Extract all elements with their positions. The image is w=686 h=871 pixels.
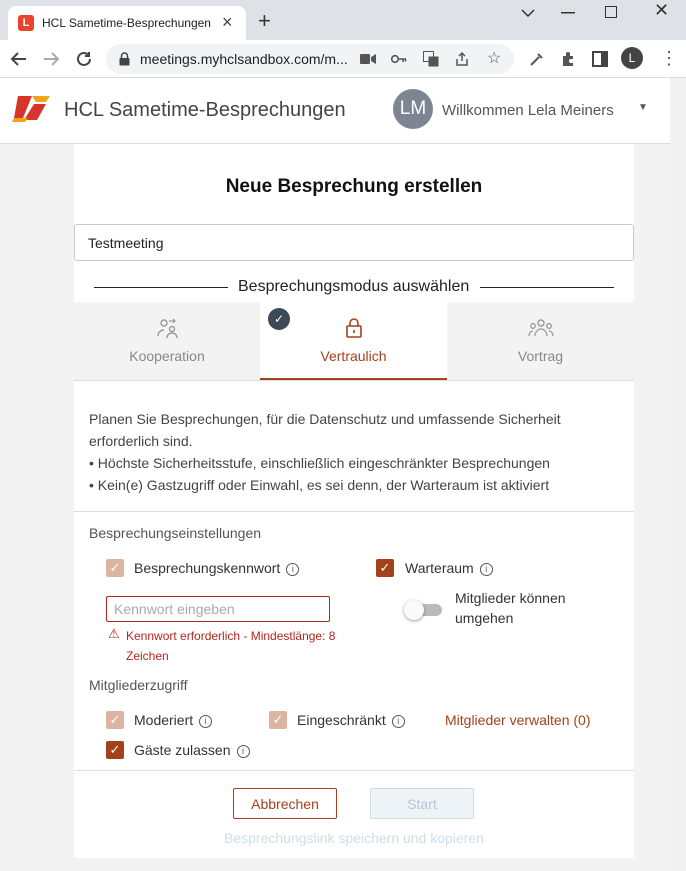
share-icon[interactable] <box>454 51 470 67</box>
translate-icon[interactable] <box>423 51 439 67</box>
tab-title: HCL Sametime-Besprechungen <box>42 16 211 30</box>
new-tab-icon[interactable]: + <box>258 8 271 33</box>
url-text: meetings.myhclsandbox.com/m... <box>140 51 348 67</box>
waiting-room-label-text: Warteraum <box>405 560 474 576</box>
mode-description <box>89 408 619 496</box>
moderated-label <box>134 712 212 728</box>
moderated-checkbox[interactable]: ✓ <box>106 711 124 729</box>
browser-tab[interactable] <box>8 6 246 40</box>
mode-label-kooperation: Kooperation <box>129 348 205 364</box>
audience-icon <box>528 316 554 340</box>
mode-section-title: Besprechungsmodus auswählen <box>238 278 470 295</box>
app-header <box>0 78 670 144</box>
password-input[interactable] <box>106 596 330 622</box>
address-bar[interactable] <box>106 44 514 74</box>
selected-check-icon: ✓ <box>268 308 290 330</box>
caret-down-icon[interactable]: ▼ <box>638 102 648 113</box>
divider-line <box>94 287 228 288</box>
collaboration-icon <box>155 316 179 340</box>
side-panel-icon[interactable] <box>592 51 608 67</box>
mode-tab-kooperation[interactable] <box>74 302 260 380</box>
info-icon[interactable]: i <box>480 563 493 576</box>
window-close-icon[interactable]: ✕ <box>654 0 670 20</box>
tab-close-icon[interactable]: × <box>222 12 233 32</box>
lock-icon <box>119 52 130 66</box>
description-text: Planen Sie Besprechungen, für die Datenschutz und umfassende Sicherheit erforderlich sind. <box>89 411 561 449</box>
description-bullet: • Kein(e) Gastzugriff oder Einwahl, es sei denn, der Warteraum ist aktiviert <box>89 477 550 493</box>
reload-icon[interactable] <box>75 50 93 68</box>
user-avatar[interactable]: LM <box>393 89 433 129</box>
browser-toolbar <box>0 40 686 78</box>
app-title: HCL Sametime-Besprechungen <box>64 99 346 121</box>
description-bullet: • Höchste Sicherheitsstufe, einschließlich eingeschränkter Besprechungen <box>89 455 550 471</box>
save-copy-link[interactable]: Besprechungslink speichern und kopieren <box>224 830 484 846</box>
divider-line <box>74 380 634 381</box>
info-icon[interactable]: i <box>286 563 299 576</box>
password-checkbox[interactable]: ✓ <box>106 559 124 577</box>
allow-guests-label <box>134 742 250 758</box>
extensions-puzzle-icon[interactable] <box>560 50 578 68</box>
forward-arrow-icon[interactable] <box>42 50 60 68</box>
password-label-text: Besprechungskennwort <box>134 560 281 576</box>
mode-tab-vortrag[interactable] <box>447 302 634 380</box>
divider-line <box>74 770 634 771</box>
restricted-checkbox[interactable]: ✓ <box>269 711 287 729</box>
waiting-room-checkbox[interactable]: ✓ <box>376 559 394 577</box>
start-button[interactable]: Start <box>370 788 474 819</box>
meeting-name-input[interactable] <box>74 224 634 261</box>
bypass-label: Mitglieder können umgehen <box>455 590 566 626</box>
lock-icon <box>344 316 364 340</box>
key-icon[interactable] <box>391 52 407 66</box>
eyedropper-icon[interactable] <box>528 50 546 68</box>
allow-guests-checkbox[interactable]: ✓ <box>106 741 124 759</box>
info-icon[interactable]: i <box>237 745 250 758</box>
waiting-room-label <box>405 560 493 576</box>
divider-line <box>480 287 614 288</box>
chevron-down-icon[interactable] <box>517 3 539 23</box>
maximize-icon[interactable] <box>605 6 617 18</box>
back-arrow-icon[interactable] <box>10 50 28 68</box>
allow-guests-label-text: Gäste zulassen <box>134 742 231 758</box>
hcl-logo-icon <box>12 92 52 124</box>
mode-label-vertraulich: Vertraulich <box>320 348 387 364</box>
cancel-button[interactable]: Abbrechen <box>233 788 337 819</box>
restricted-label-text: Eingeschränkt <box>297 712 386 728</box>
warning-icon: ⚠ <box>108 626 120 641</box>
camera-icon[interactable] <box>360 53 376 65</box>
page-title: Neue Besprechung erstellen <box>225 176 483 197</box>
manage-members-link[interactable]: Mitglieder verwalten (0) <box>445 712 591 728</box>
page-scrollbar[interactable] <box>670 78 686 871</box>
star-icon[interactable]: ☆ <box>487 50 502 67</box>
divider-line <box>74 511 634 512</box>
welcome-text[interactable]: Willkommen Lela Meiners <box>442 102 614 119</box>
restricted-label <box>297 712 405 728</box>
new-meeting-card <box>74 144 634 858</box>
page-background <box>0 144 670 871</box>
browser-menu-icon[interactable]: ⋮ <box>660 48 678 68</box>
info-icon[interactable]: i <box>199 715 212 728</box>
profile-avatar[interactable]: L <box>621 47 643 69</box>
browser-tab-strip <box>0 0 686 40</box>
settings-section-title: Besprechungseinstellungen <box>89 525 262 541</box>
password-label <box>134 560 299 576</box>
mode-label-vortrag: Vortrag <box>517 348 564 364</box>
password-error-text: Kennwort erforderlich - Mindestlänge: 8 Zeichen <box>126 629 336 663</box>
info-icon[interactable]: i <box>392 715 405 728</box>
minimize-icon[interactable] <box>561 12 575 14</box>
sametime-favicon-icon: L <box>18 15 34 31</box>
bypass-toggle[interactable] <box>404 600 444 620</box>
access-section-title: Mitgliederzugriff <box>89 677 188 693</box>
moderated-label-text: Moderiert <box>134 712 194 728</box>
